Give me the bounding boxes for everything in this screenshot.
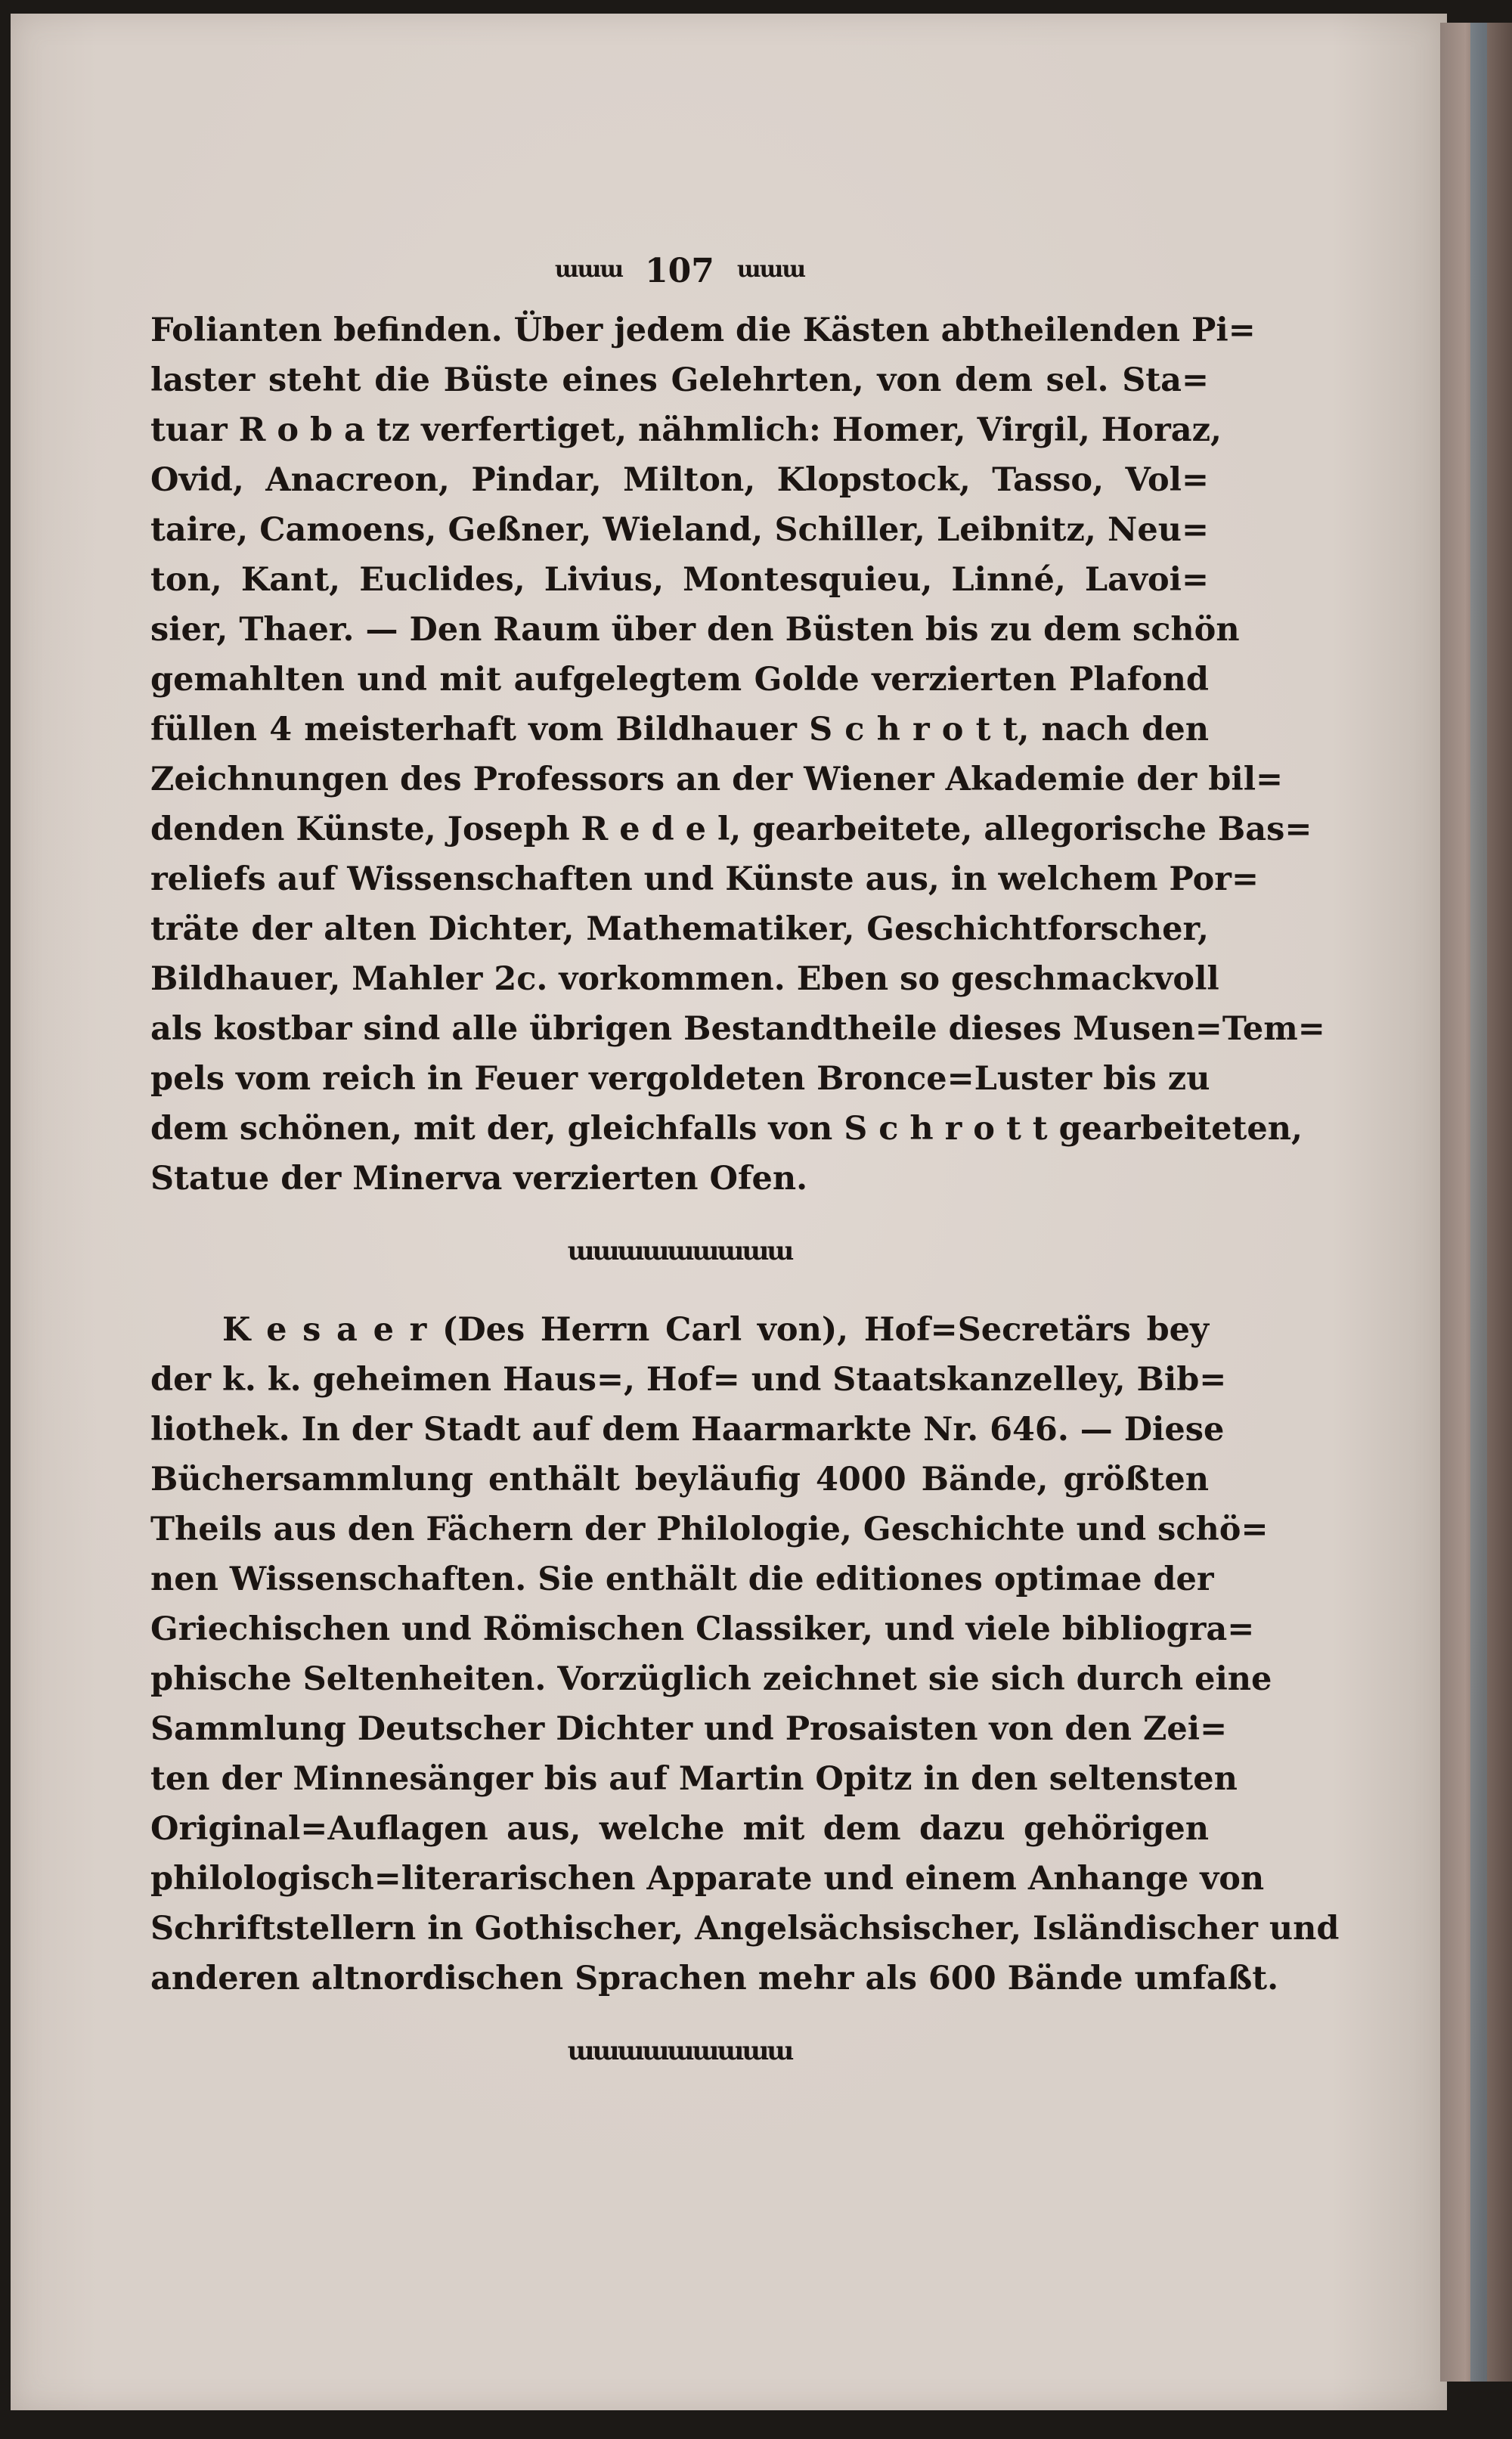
text-line: laster steht die Büste eines Gelehrten, von dem sel. Sta= (150, 361, 1209, 399)
text-line: Theils aus den Fächern der Philologie, Geschichte und schö= (150, 1511, 1269, 1548)
section-separator: ɯɯɯɯɯɯɯɯɯ (567, 1236, 792, 1266)
text-line: Griechischen und Römischen Classiker, und viele bibliogra= (150, 1610, 1255, 1648)
text-line: Schriftstellern in Gothischer, Angelsächsischer, Isländischer und (150, 1910, 1340, 1948)
text-line: reliefs auf Wissenschaften und Künste aus, in welchem Por= (150, 860, 1259, 898)
text-line: dem schönen, mit der, gleichfalls von S c h r o t t gearbeiteten, (150, 1110, 1303, 1148)
section-separator: ɯɯɯɯɯɯɯɯɯ (567, 2036, 792, 2066)
text-line: denden Künste, Joseph R e d e l, gearbeitete, allegorische Bas= (150, 810, 1312, 848)
text-line: philologisch=literarischen Apparate und einem Anhange von (150, 1860, 1265, 1898)
text-line: Zeichnungen des Professors an der Wiener Akademie der bil= (150, 761, 1284, 798)
text-line: füllen 4 meisterhaft vom Bildhauer S c h r o t t, nach den (150, 711, 1209, 748)
book-page-edges (1440, 23, 1512, 2382)
text-line: Büchersammlung enthält beyläufig 4000 Bände, größten (150, 1461, 1209, 1498)
text-line: Ovid, Anacreon, Pindar, Milton, Klopstock, Tasso, Vol= (150, 461, 1209, 499)
text-line: träte der alten Dichter, Mathematiker, Geschichtforscher, (150, 910, 1209, 948)
text-line: ton, Kant, Euclides, Livius, Montesquieu, Linné, Lavoi= (150, 561, 1209, 599)
header-ornament-left: ɯɯɯ (554, 256, 623, 283)
paragraph-1 (150, 305, 1325, 1204)
text-line: anderen altnordischen Sprachen mehr als 600 Bände umfaßt. (150, 1960, 1279, 1997)
text-line: tuar R o b a tz verfertiget, nähmlich: Homer, Virgil, Horaz, (150, 411, 1222, 449)
text-line: K e s a e r (Des Herrn Carl von), Hof=Secretärs bey (222, 1311, 1209, 1349)
text-line: nen Wissenschaften. Sie enthält die editiones optimae der (150, 1560, 1214, 1598)
header-ornament-right: ɯɯɯ (736, 256, 805, 283)
text-line: Folianten befinden. Über jedem die Kästen abtheilenden Pi= (150, 311, 1256, 349)
text-line: als kostbar sind alle übrigen Bestandtheile dieses Musen=Tem= (150, 1010, 1325, 1048)
text-line: Original=Auflagen aus, welche mit dem dazu gehörigen (150, 1810, 1209, 1848)
text-line: taire, Camoens, Geßner, Wieland, Schiller, Leibnitz, Neu= (150, 511, 1209, 549)
text-line: der k. k. geheimen Haus=, Hof= und Staatskanzelley, Bib= (150, 1361, 1227, 1399)
text-line: liothek. In der Stadt auf dem Haarmarkte Nr. 646. — Diese (150, 1411, 1225, 1449)
text-line: Statue der Minerva verzierten Ofen. (150, 1160, 808, 1198)
text-line: ten der Minnesänger bis auf Martin Opitz in den seltensten (150, 1760, 1238, 1798)
text-line: pels vom reich in Feuer vergoldeten Bronce=Luster bis zu (150, 1060, 1210, 1098)
page-header (150, 240, 1209, 301)
text-line: Bildhauer, Mahler 2c. vorkommen. Eben so geschmackvoll (150, 960, 1219, 998)
text-line: phische Seltenheiten. Vorzüglich zeichnet sie sich durch eine (150, 1660, 1272, 1698)
page-number: 107 (645, 251, 714, 290)
paragraph-2 (150, 1305, 1340, 2004)
text-line: Sammlung Deutscher Dichter und Prosaisten von den Zei= (150, 1710, 1228, 1748)
text-line: sier, Thaer. — Den Raum über den Büsten bis zu dem schön (150, 611, 1240, 649)
paper-page (11, 14, 1447, 2410)
text-block (150, 240, 1340, 2105)
text-line: gemahlten und mit aufgelegtem Golde verzierten Plafond (150, 661, 1209, 699)
